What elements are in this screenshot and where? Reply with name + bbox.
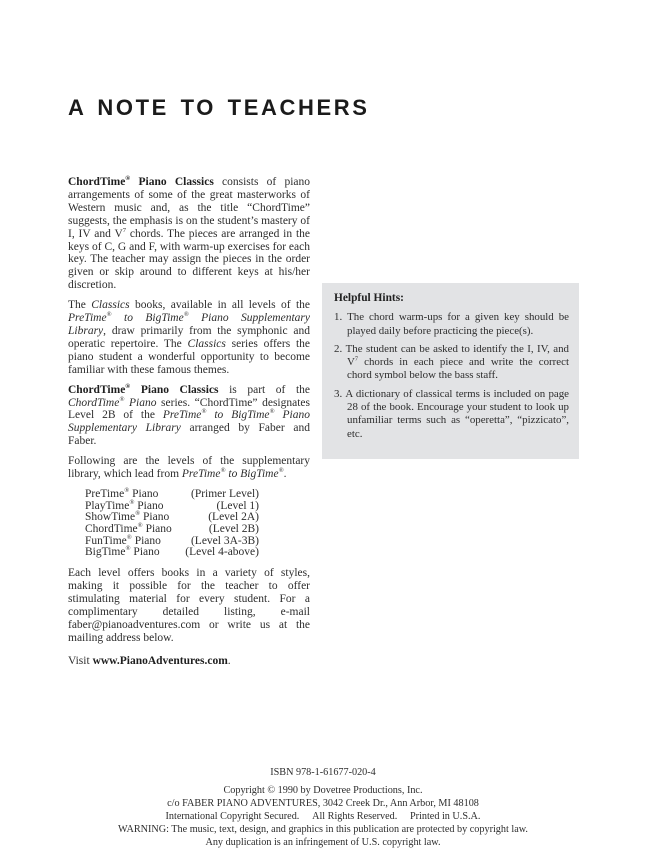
left-column [68, 176, 310, 675]
hints-heading: Helpful Hints: [334, 292, 404, 304]
paragraph-each-level: Each level offers books in a variety of styles, making it possible for the teacher to offer stimulating material for every student. For a complimentary detailed listing, e-mail faber@pianoadventures.com or write us at the mailing address below. [68, 567, 310, 644]
hint-number: 3. [334, 387, 346, 400]
paragraph-levels-intro: Following are the levels of the supplementary library, which lead from PreTime® to BigTime®. [68, 455, 310, 481]
level-label: (Level 3A-3B) [190, 534, 259, 547]
paragraph-classics-series: The Classics books, available in all levels of the PreTime® to BigTime® Piano Supplementary Library, draw primarily from the symphonic and operatic repertoire. The Classics series offers the piano student a wonderful opportunity to become familiar with these famous themes. [68, 299, 311, 376]
hints-items [334, 311, 569, 441]
publisher-address-line: c/o FABER PIANO ADVENTURES, 3042 Creek Dr., Ann Arbor, MI 48108 [167, 798, 479, 809]
level-label: (Level 1) [216, 499, 259, 512]
warning-line-2: Any duplication is an infringement of U.S. copyright law. [205, 837, 441, 848]
hint-number: 1. [334, 311, 348, 324]
helpful-hints-box [322, 283, 579, 459]
level-label: (Primer Level) [190, 487, 259, 500]
visit-website-line: Visit www.PianoAdventures.com. [68, 654, 231, 667]
page-title: A NOTE TO TEACHERS [68, 95, 370, 120]
footer [0, 766, 646, 849]
isbn-line: ISBN 978-1-61677-020-4 [270, 767, 376, 778]
rights-line: International Copyright Secured. All Rights Reserved. Printed in U.S.A. [165, 811, 481, 822]
hint-number: 2. [334, 342, 346, 355]
hint-item: 2. The student can be asked to identify the I, IV, and $V^7$ chords in each piece and write the correct chord symbol below the bass staff. [334, 342, 570, 382]
level-label: (Level 2B) [208, 523, 259, 536]
level-label: (Level 2A) [208, 511, 259, 524]
level-label: (Level 4-above) [185, 546, 259, 559]
level-name: ChordTime® Piano [85, 522, 172, 536]
paragraph-intro: ChordTime® Piano Classics consists of piano arrangements of some of the great masterworks of Western music and, as the title “ChordTime” suggests, the emphasis is on the student’s mastery of I, IV and $V^7$ chords. The pieces are arranged in the keys of C, G and F, with warm-up exercises for each key. The teacher may assign the pieces in the order given or skip around to different keys at his/her discretion. [68, 175, 310, 292]
level-name: PlayTime® Piano [85, 498, 164, 512]
level-name: FunTime® Piano [85, 533, 161, 547]
level-row [68, 547, 259, 559]
levels-list [68, 489, 259, 559]
hint-item: 3. A dictionary of classical terms is included on page 28 of the book. Encourage your student to look up unfamiliar terms such as “operetta”, “pizzicato”, etc. [334, 387, 570, 440]
paragraph-level-designation: ChordTime® Piano Classics is part of the ChordTime® Piano series. “ChordTime” designates Level 2B of the PreTime® to BigTime® Piano Supplementary Library arranged by Faber and Faber. [68, 382, 311, 448]
level-name: PreTime® Piano [85, 487, 159, 500]
hint-item: 1. The chord warm-ups for a given key should be played daily before practicing the piece(s). [334, 311, 570, 337]
copyright-line: Copyright © 1990 by Dovetree Productions, Inc. [223, 785, 423, 796]
level-name: ShowTime® Piano [85, 510, 170, 524]
warning-line-1: WARNING: The music, text, design, and graphics in this publication are protected by copyright law. [118, 824, 528, 835]
level-name: BigTime® Piano [85, 545, 160, 559]
